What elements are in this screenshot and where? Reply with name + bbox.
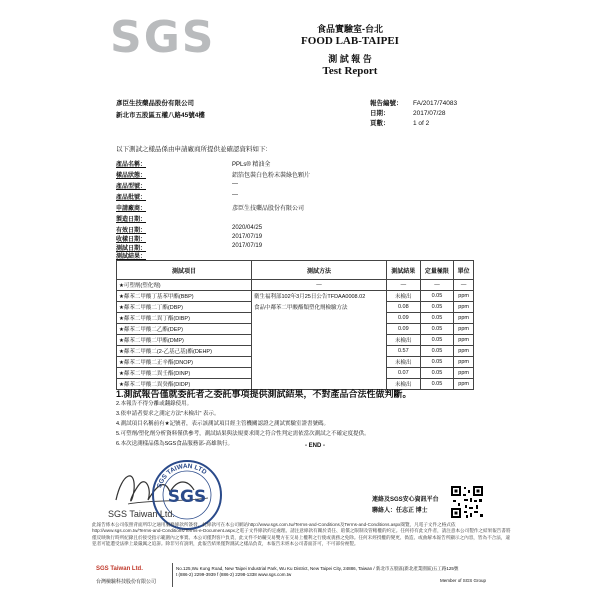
cell-loq: — xyxy=(420,280,454,291)
cell-item: ★鄰苯二甲酸二丁酯(DBP) xyxy=(117,302,252,313)
meta-label: 日期： xyxy=(370,110,390,117)
contact-person: 聯絡人：任志正 博士 xyxy=(372,508,428,514)
table-row xyxy=(117,357,474,368)
cell-item: ★鄰苯二甲酸二甲酯(DMP) xyxy=(117,335,252,346)
end-marker: - END - xyxy=(305,443,325,449)
cell-item: ★鄰苯二甲酸二乙酯(DEP) xyxy=(117,324,252,335)
table-row xyxy=(117,335,474,346)
cell-loq: 0.05 xyxy=(420,313,454,324)
svg-text:SGS TAIWAN LTD: SGS TAIWAN LTD xyxy=(156,462,208,489)
cell-item: ★鄰苯二甲酸丁基苯甲酯(BBP) xyxy=(117,291,252,302)
sgs-logo: SGS xyxy=(110,12,216,63)
footer-contact-line: t (886-2) 2299-3939 f (886-2) 2298-1338 www.sgs.com.tw xyxy=(176,572,292,577)
footer-company-en: SGS Taiwan Ltd. xyxy=(96,566,143,572)
cell-loq: 0.05 xyxy=(420,368,454,379)
company-address: 新北市五股區五權八路45號4樓 xyxy=(116,112,205,119)
cell-unit: ppm xyxy=(454,324,474,335)
sample-row xyxy=(116,203,305,212)
cell-unit: ppm xyxy=(454,291,474,302)
company-name: 彥臣生技藥品股份有限公司 xyxy=(116,100,194,107)
cell-method xyxy=(252,357,387,368)
sample-value: — xyxy=(232,192,238,198)
column-header: 測試方法 xyxy=(252,261,387,280)
sample-label: 產品型號： xyxy=(116,184,147,190)
results-section-label: 測試結果： xyxy=(116,254,147,260)
cell-loq: 0.05 xyxy=(420,291,454,302)
meta-value: 2017/07/28 xyxy=(413,110,446,117)
disclaimer-text: 此報告係本公司依照背面所印之通用服務條款所簽發，此條款可在本公司網站http://www.sgs.com.tw/Terms-and-Conditions及Terms-and-Conditions.aspx閱覽，凡電子文件之格式依http://www.sgs.com.tw/Terms-and-Conditions/Terms-e-Document.aspx之電子文件條款約定處理。請注意條款有關於責任、賠償之限制及管轄權的約定。任何持有此文件者，請注意本公司製作之結果報告書將僅反映執行時所紀錄且於接受指示範圍內之事實。本公司僅對客戶負責，此文件不妨礙交易雙方在交易上權利之行使或義務之免除。任何未經授權的變更、偽造、或曲解本報告所顯示之內容，皆為不合法，違犯者可能遭受法律上最嚴厲之追訴。除非另有說明，此報告結果僅對測試之樣品負責，本報告未經本公司書面許可，不可部份複製。 xyxy=(92,522,511,546)
contact-platform-label: 連絡及SGS安心資訊平台 xyxy=(372,497,439,503)
cell-loq: 0.05 xyxy=(420,346,454,357)
cell-unit: ppm xyxy=(454,335,474,346)
cell-item: ★可塑劑(塑化劑) xyxy=(117,280,252,291)
column-header: 測試結果 xyxy=(387,261,421,280)
cell-unit: ppm xyxy=(454,357,474,368)
cell-unit: ppm xyxy=(454,379,474,390)
cell-method xyxy=(252,368,387,379)
cell-result: 0.07 xyxy=(387,368,421,379)
cell-method xyxy=(252,313,387,324)
cell-loq: 0.05 xyxy=(420,324,454,335)
footer-company-zh: 台灣檢驗科技股份有限公司 xyxy=(96,579,157,585)
meta-report-number xyxy=(370,98,457,107)
cell-unit: ppm xyxy=(454,346,474,357)
cell-unit: ppm xyxy=(454,313,474,324)
lab-title-zh: 食品實驗室-台北 xyxy=(317,24,383,34)
cell-item: ★鄰苯二甲酸二異丁酯(DIBP) xyxy=(117,313,252,324)
cell-result: 未檢出 xyxy=(387,291,421,302)
lab-title-en: FOOD LAB-TAIPEI xyxy=(301,35,399,47)
column-header: 單位 xyxy=(454,261,474,280)
sample-label: 申請廠商： xyxy=(116,206,147,212)
cell-result: — xyxy=(387,280,421,291)
meta-value: FA/2017/74083 xyxy=(413,100,458,107)
note-item: 6.本次送測樣品係為SGS食品服務部-高雄執行。 xyxy=(116,441,234,447)
cell-method: 食品中鄰苯二甲酸酯類塑化劑檢驗方法 xyxy=(252,302,387,313)
sample-row xyxy=(116,192,238,201)
cell-loq: 0.05 xyxy=(420,379,454,390)
cell-item: ★鄰苯二甲酸二異癸酯(DIDP) xyxy=(117,379,252,390)
sample-row xyxy=(116,214,216,223)
note-item: 3.依申請者要求之測定方法"未檢出" 表示。 xyxy=(116,411,220,417)
cell-loq: 0.05 xyxy=(420,302,454,313)
cell-result: 未檢出 xyxy=(387,335,421,346)
cell-method: 衛生福利部102年3月25日公告TFDAA0008.02 xyxy=(252,291,387,302)
table-row xyxy=(117,291,474,302)
sample-label: 收樣日期： xyxy=(116,237,147,243)
column-header: 定量極限 xyxy=(420,261,454,280)
meta-value: 1 of 2 xyxy=(413,120,430,127)
signature-company-name: SGS Taiwan Ltd. xyxy=(108,509,175,519)
intro-text: 以下測試之樣品係由申請廠商所提供並確認資料如下: xyxy=(116,146,268,153)
table-row xyxy=(117,302,474,313)
table-row xyxy=(117,280,474,291)
sample-value: 2020/04/25 xyxy=(232,225,263,231)
sample-value: 鋁箔包裝白色粉末裝綠色顆片 xyxy=(232,173,311,179)
note-item: 5.可塑劑/塑化劑分析資料僅供參考，測試結果與法規要求間之符合性判定需依當次測試之不確定度提供。 xyxy=(116,431,370,437)
table-row xyxy=(117,324,474,335)
sample-row xyxy=(116,234,263,243)
report-title-en: Test Report xyxy=(322,65,378,77)
sample-label: 樣品狀態： xyxy=(116,173,147,179)
sample-row xyxy=(116,159,271,168)
sample-label: 產品批號： xyxy=(116,195,147,201)
cell-result: 0.09 xyxy=(387,324,421,335)
meta-label: 報告編號： xyxy=(370,100,403,107)
meta-label: 頁數： xyxy=(370,120,390,127)
svg-text:SGS: SGS xyxy=(167,487,207,507)
table-row xyxy=(117,313,474,324)
sample-value: 2017/07/19 xyxy=(232,234,263,240)
cell-result: 0.08 xyxy=(387,302,421,313)
results-table xyxy=(116,260,474,390)
footer-divider xyxy=(172,563,173,587)
sample-row xyxy=(116,181,238,190)
cell-result: 0.57 xyxy=(387,346,421,357)
cell-unit: — xyxy=(454,280,474,291)
cell-loq: 0.05 xyxy=(420,335,454,346)
meta-pages xyxy=(370,118,429,127)
cell-result: 未檢出 xyxy=(387,379,421,390)
cell-item: ★鄰苯二甲酸二正辛酯(DNOP) xyxy=(117,357,252,368)
cell-unit: ppm xyxy=(454,368,474,379)
cell-method xyxy=(252,324,387,335)
cell-method xyxy=(252,335,387,346)
qr-code[interactable] xyxy=(450,485,484,519)
note-item: 2.本報告不得分離或翻錄使用。 xyxy=(116,401,193,407)
sample-label: 測試日期： xyxy=(116,246,147,252)
note-item: 1.測試報告僅就委託者之委託事項提供測試結果，不對產品合法性做判斷。 xyxy=(116,389,412,399)
table-row xyxy=(117,346,474,357)
cell-item: ★鄰苯二甲酸二(2-乙基己基)酯(DEHP) xyxy=(117,346,252,357)
cell-result: 未檢出 xyxy=(387,357,421,368)
footer-address-line: No.125,Wu Kung Road, New Taipei Industrial Park, Wu Ku District, New Taipei City, 24886, Taiwan / 新北市五股區(新北產業園區)五工路125號 xyxy=(176,566,459,571)
sample-value: 2017/07/19 xyxy=(232,243,263,249)
meta-date xyxy=(370,108,446,117)
table-row xyxy=(117,368,474,379)
sample-label: 製造日期： xyxy=(116,217,147,223)
cell-method xyxy=(252,379,387,390)
cell-method xyxy=(252,346,387,357)
report-title-zh: 測 試 報 告 xyxy=(328,54,372,64)
sample-row xyxy=(116,225,263,234)
sample-row xyxy=(116,170,311,179)
cell-method: — xyxy=(252,280,387,291)
cell-loq: 0.05 xyxy=(420,357,454,368)
sample-value: PPLs® 精油全 xyxy=(232,162,271,168)
notes xyxy=(116,389,412,449)
sample-value: — xyxy=(232,181,238,187)
cell-unit: ppm xyxy=(454,302,474,313)
footer-member-of-group: Member of SGS Group xyxy=(440,578,487,583)
table-row xyxy=(117,379,474,390)
cell-result: 0.09 xyxy=(387,313,421,324)
sample-label: 有效日期： xyxy=(116,228,147,234)
table-header-row xyxy=(117,261,474,280)
company-seal-stamp xyxy=(150,458,224,532)
note-item: 4.測試項目名稱前有★記號者，表示該測試項目經主管機關認證之測試實驗室證書號碼。 xyxy=(116,421,330,427)
cell-item: ★鄰苯二甲酸二異壬酯(DINP) xyxy=(117,368,252,379)
footer-address xyxy=(176,566,476,578)
sample-value: 彥臣生技藥品股份有限公司 xyxy=(232,206,305,212)
column-header: 測試項目 xyxy=(117,261,252,280)
sample-label: 產品名稱： xyxy=(116,162,147,168)
